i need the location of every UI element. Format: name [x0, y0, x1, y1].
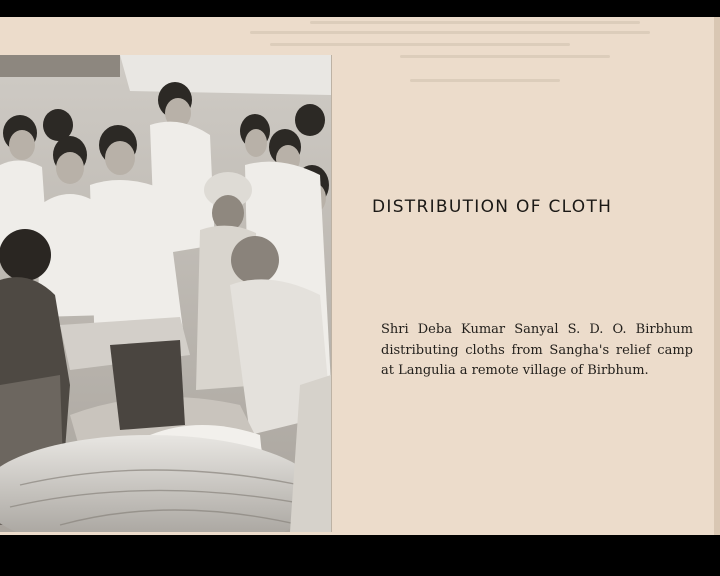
photograph: [0, 55, 332, 532]
bottom-black-band: [0, 535, 720, 576]
photograph-image: [0, 55, 331, 532]
scanned-page: [0, 17, 720, 535]
caption-text: Shri Deba Kumar Sanyal S. D. O. Birbhum distributing cloths from Sangha's relief camp at Langulia a remote village of Birbhum.: [381, 322, 693, 378]
top-black-band: [0, 0, 720, 17]
page-edge: [714, 17, 720, 535]
heading: DISTRIBUTION OF CLOTH: [372, 197, 613, 217]
